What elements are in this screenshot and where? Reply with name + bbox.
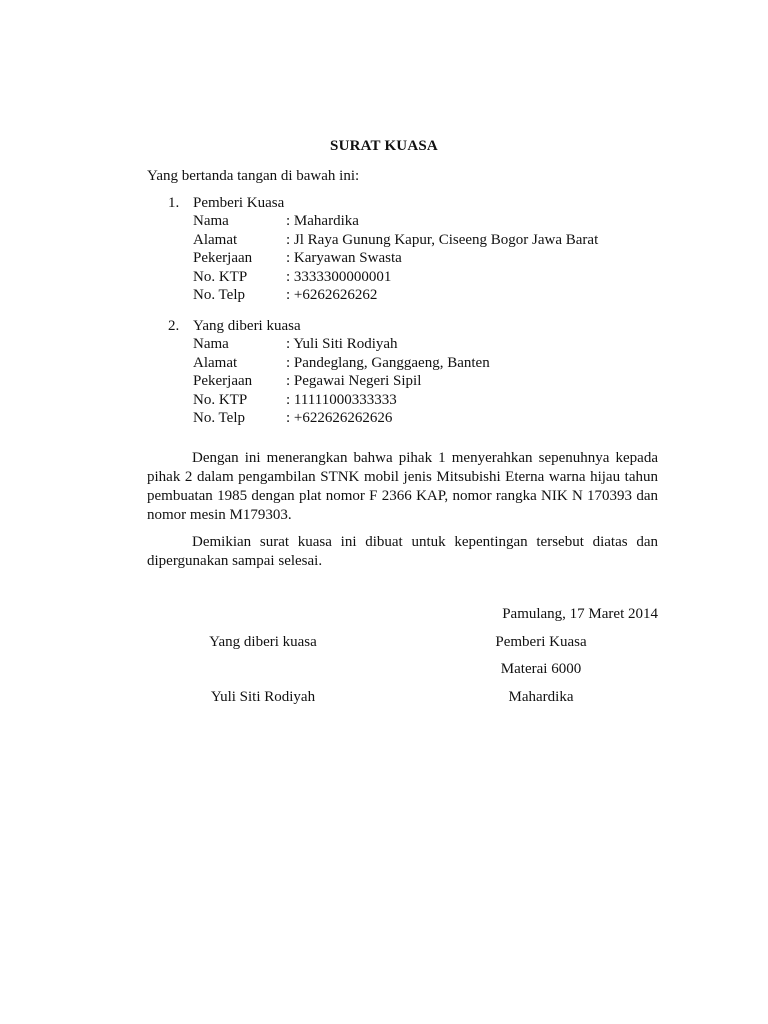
stamp-duty-label: Materai 6000	[500, 661, 582, 677]
field-row-phone	[168, 409, 490, 428]
field-row-occupation	[168, 249, 598, 268]
field-label: Alamat	[193, 231, 238, 248]
field-label: Alamat	[193, 354, 238, 371]
closing-paragraph: Demikian surat kuasa ini dibuat untuk kepentingan tersebut diatas dan dipergunakan sampai selesai.	[147, 534, 658, 569]
field-value: : +6262626262	[286, 287, 378, 303]
grantee-role-label: Yang diberi kuasa	[209, 634, 317, 650]
field-value: : Karyawan Swasta	[286, 250, 402, 266]
party-grantor-heading	[168, 194, 598, 212]
intro-text: Yang bertanda tangan di bawah ini:	[147, 168, 360, 184]
field-row-address	[168, 231, 598, 250]
field-label: No. KTP	[193, 391, 248, 408]
grantee-signature-name: Yuli Siti Rodiyah	[210, 689, 316, 705]
party-number: 2.	[168, 318, 180, 334]
party-grantee-heading	[168, 317, 490, 335]
grantor-role-label: Pemberi Kuasa	[495, 634, 587, 650]
document-title: SURAT KUASA	[330, 138, 438, 154]
field-row-address	[168, 354, 490, 373]
party-heading-label: Yang diberi kuasa	[193, 318, 301, 334]
field-value: : Jl Raya Gunung Kapur, Ciseeng Bogor Jawa Barat	[286, 231, 599, 248]
grantor-signature-name: Mahardika	[508, 689, 574, 705]
field-value: : 11111000333333	[286, 391, 397, 408]
field-label: Nama	[193, 336, 229, 352]
field-value: : Pegawai Negeri Sipil	[286, 373, 422, 389]
field-label: No. Telp	[193, 287, 246, 303]
field-row-name	[168, 335, 490, 354]
field-value: : Pandeglang, Ganggaeng, Banten	[286, 354, 490, 371]
field-value: : Yuli Siti Rodiyah	[286, 336, 398, 352]
field-label: Pekerjaan	[193, 373, 253, 389]
party-grantor	[168, 194, 598, 305]
field-label: Nama	[193, 213, 229, 229]
party-grantee	[168, 317, 490, 428]
field-row-occupation	[168, 372, 490, 391]
field-value: : Mahardika	[286, 213, 359, 229]
party-number: 1.	[168, 195, 180, 211]
field-label: Pekerjaan	[193, 250, 253, 266]
statement-paragraph: Dengan ini menerangkan bahwa pihak 1 menyerahkan sepenuhnya kepada pihak 2 dalam pengambilan STNK mobil jenis Mitsubishi Eterna warna hijau tahun pembuatan 1985 dengan plat nomor F 2366 KAP, nomor rangka NIK N 170393 dan nomor mesin M179303.	[147, 450, 658, 523]
field-row-ktp	[168, 391, 490, 410]
field-row-phone	[168, 286, 598, 305]
field-value: : 3333300000001	[286, 268, 392, 285]
field-label: No. KTP	[193, 268, 248, 285]
party-heading-label: Pemberi Kuasa	[193, 195, 285, 211]
field-row-ktp	[168, 268, 598, 287]
field-row-name	[168, 212, 598, 231]
place-date: Pamulang, 17 Maret 2014	[502, 606, 658, 622]
field-value: : +622626262626	[286, 410, 393, 426]
field-label: No. Telp	[193, 410, 246, 426]
